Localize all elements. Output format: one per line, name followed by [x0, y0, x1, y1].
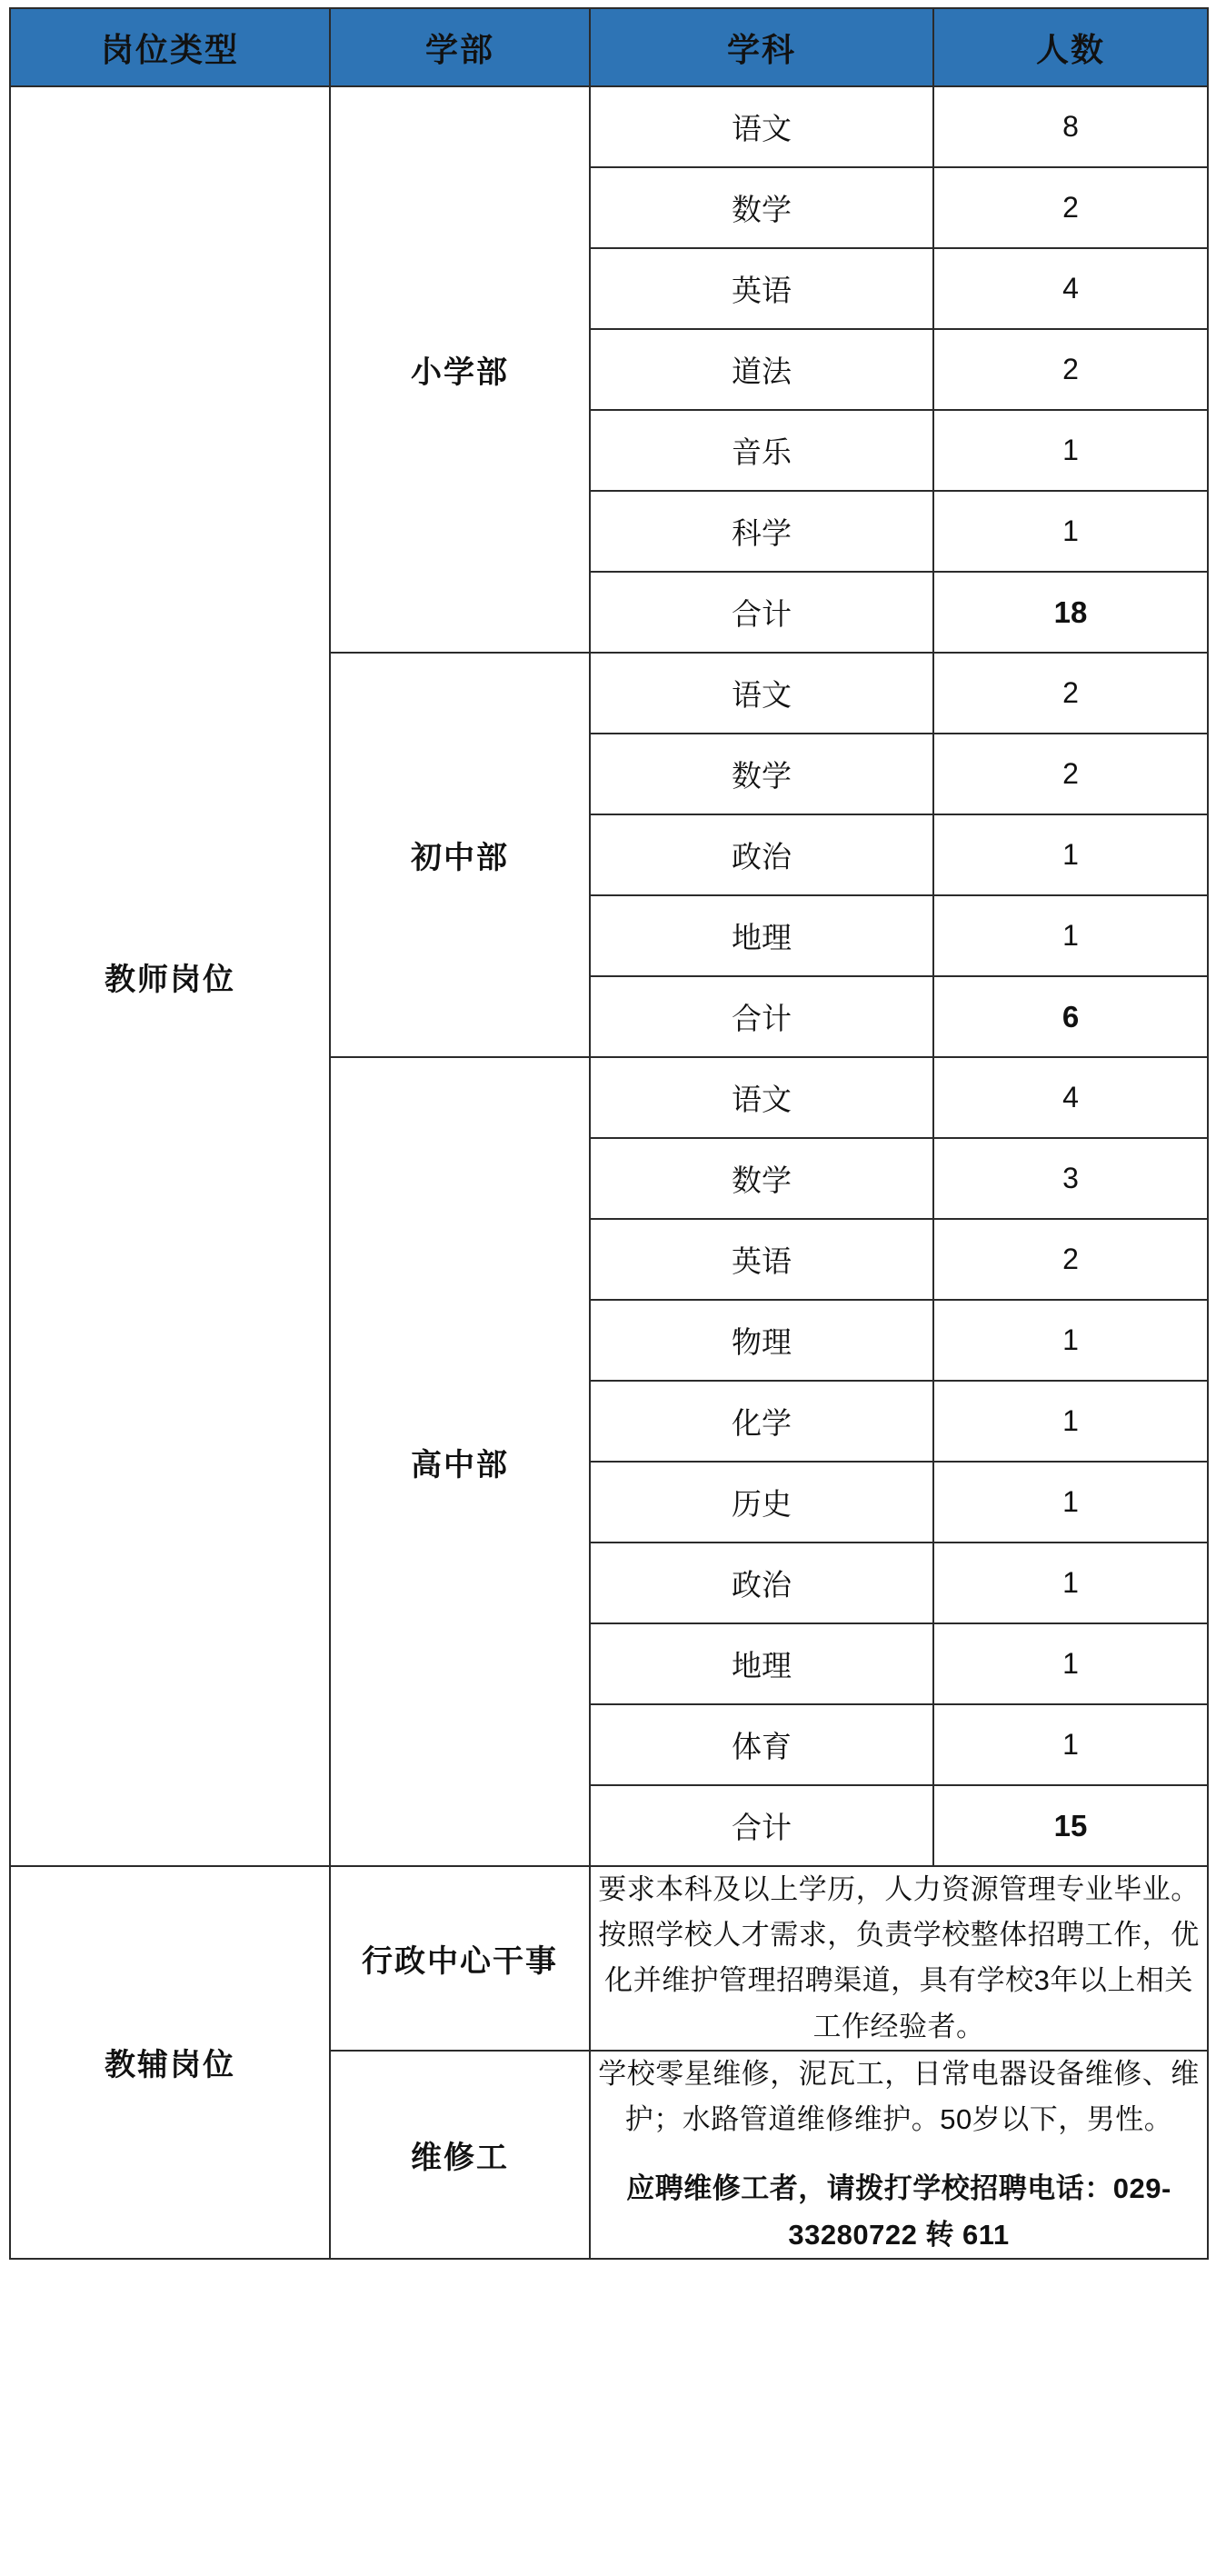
position-admin-clerk: 行政中心干事 — [330, 1866, 590, 2051]
subject-cell: 数学 — [590, 734, 933, 814]
subject-cell: 政治 — [590, 814, 933, 895]
subject-cell: 地理 — [590, 895, 933, 976]
position-maintenance-worker-description — [590, 2051, 1208, 2259]
subject-cell: 物理 — [590, 1300, 933, 1381]
header-cell-department: 学部 — [330, 8, 590, 86]
department-junior: 初中部 — [330, 653, 590, 1057]
subject-cell-total: 合计 — [590, 976, 933, 1057]
subject-cell-total: 合计 — [590, 1785, 933, 1866]
job-type-teacher: 教师岗位 — [10, 86, 330, 1866]
header-cell-job-type: 岗位类型 — [10, 8, 330, 86]
count-cell: 1 — [933, 410, 1208, 491]
count-cell: 1 — [933, 491, 1208, 572]
count-cell: 1 — [933, 895, 1208, 976]
table-row — [10, 1866, 1208, 2051]
subject-cell: 数学 — [590, 167, 933, 248]
count-cell: 3 — [933, 1138, 1208, 1219]
header-cell-subject: 学科 — [590, 8, 933, 86]
description-paragraph: 学校零星维修，泥瓦工，日常电器设备维修、维护；水路管道维修维护。50岁以下，男性。 — [598, 2057, 1200, 2136]
department-senior: 高中部 — [330, 1057, 590, 1866]
position-maintenance-worker: 维修工 — [330, 2051, 590, 2259]
subject-cell: 政治 — [590, 1543, 933, 1623]
subject-cell-total: 合计 — [590, 572, 933, 653]
subject-cell: 化学 — [590, 1381, 933, 1462]
description-paragraph: 要求本科及以上学历，人力资源管理专业毕业。按照学校人才需求，负责学校整体招聘工作，优化并维护管理招聘渠道，具有学校3年以上相关工作经验者。 — [598, 1873, 1200, 2042]
description-paragraph-contact: 应聘维修工者，请拨打学校招聘电话：029-33280722 转 611 — [626, 2172, 1171, 2251]
subject-cell: 历史 — [590, 1462, 933, 1543]
count-cell: 2 — [933, 329, 1208, 410]
subject-cell: 音乐 — [590, 410, 933, 491]
subject-cell: 英语 — [590, 248, 933, 329]
job-type-support: 教辅岗位 — [10, 1866, 330, 2259]
department-primary: 小学部 — [330, 86, 590, 653]
subject-cell: 语文 — [590, 653, 933, 734]
count-cell: 2 — [933, 167, 1208, 248]
subject-cell: 体育 — [590, 1704, 933, 1785]
description-spacer — [591, 2142, 1207, 2166]
subject-cell: 科学 — [590, 491, 933, 572]
count-cell: 1 — [933, 1300, 1208, 1381]
subject-cell: 数学 — [590, 1138, 933, 1219]
count-cell: 1 — [933, 1704, 1208, 1785]
count-cell: 1 — [933, 1623, 1208, 1704]
table-row — [10, 86, 1208, 167]
count-cell: 8 — [933, 86, 1208, 167]
subject-cell: 语文 — [590, 86, 933, 167]
subject-cell: 英语 — [590, 1219, 933, 1300]
count-cell: 1 — [933, 1462, 1208, 1543]
count-cell: 2 — [933, 653, 1208, 734]
count-cell: 4 — [933, 248, 1208, 329]
count-cell-total: 18 — [933, 572, 1208, 653]
subject-cell: 道法 — [590, 329, 933, 410]
subject-cell: 地理 — [590, 1623, 933, 1704]
position-admin-clerk-description — [590, 1866, 1208, 2051]
header-row — [10, 8, 1208, 86]
subject-cell: 语文 — [590, 1057, 933, 1138]
count-cell: 1 — [933, 1543, 1208, 1623]
table-body — [10, 86, 1208, 2259]
recruitment-table — [9, 7, 1209, 2260]
count-cell: 2 — [933, 1219, 1208, 1300]
count-cell: 2 — [933, 734, 1208, 814]
count-cell: 1 — [933, 1381, 1208, 1462]
count-cell-total: 15 — [933, 1785, 1208, 1866]
count-cell: 1 — [933, 814, 1208, 895]
count-cell: 4 — [933, 1057, 1208, 1138]
count-cell-total: 6 — [933, 976, 1208, 1057]
table-header — [10, 8, 1208, 86]
header-cell-count: 人数 — [933, 8, 1208, 86]
